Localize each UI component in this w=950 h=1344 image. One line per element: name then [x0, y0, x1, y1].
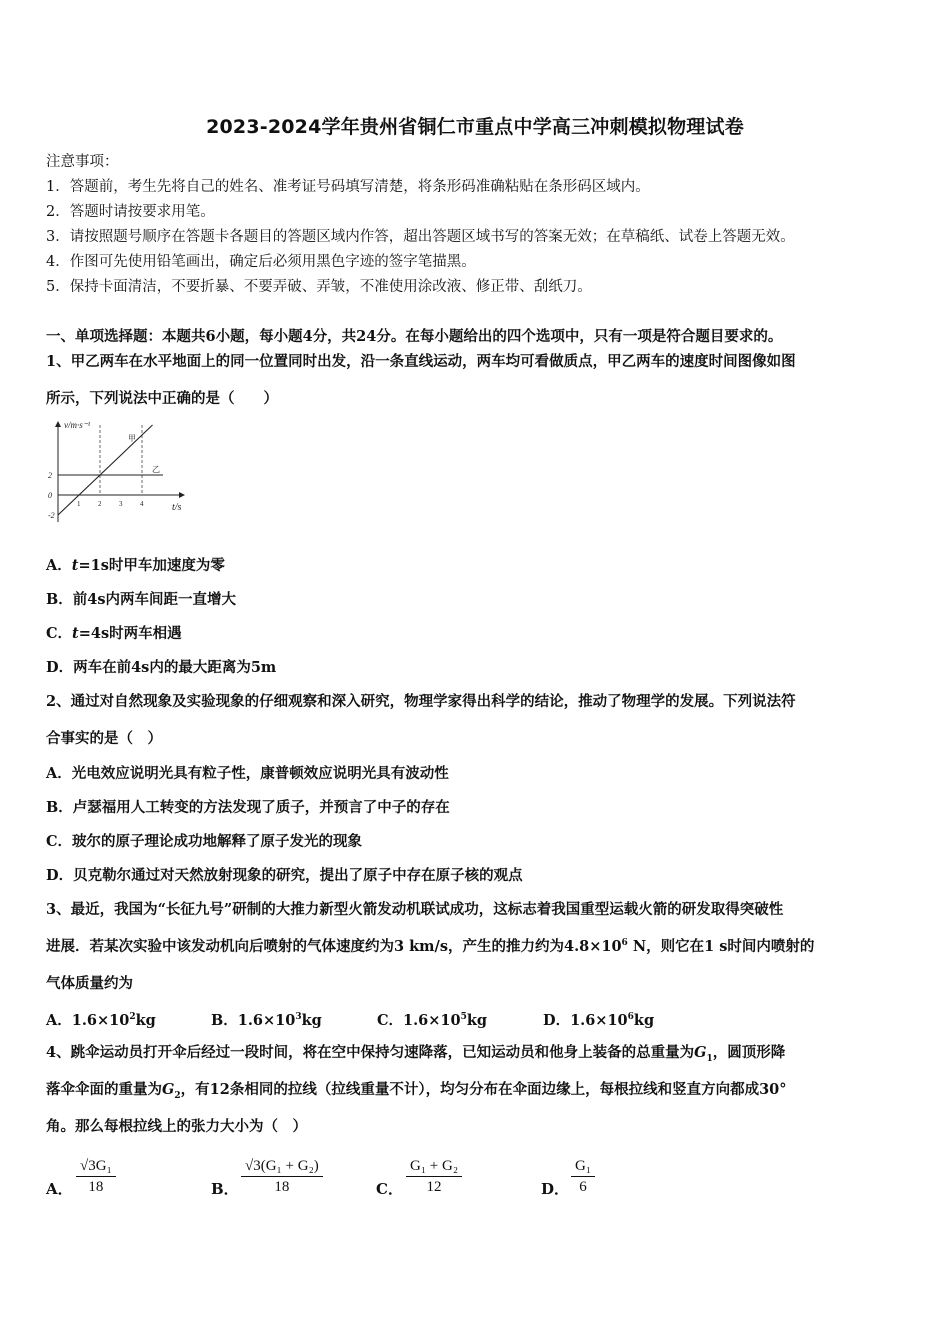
q3-options-row — [46, 1009, 654, 1030]
q3-option-b[interactable]: B．$1.6\times 10^3kg$ — [211, 1012, 322, 1029]
y-tick-label: 0 — [48, 491, 52, 500]
velocity-time-graph — [44, 418, 194, 528]
x-tick-label: 2 — [98, 500, 102, 508]
fraction-numerator: G₁ + G₂ — [406, 1156, 462, 1177]
q2-option-b[interactable]: B．卢瑟福用人工转变的方法发现了质子，并预言了中子的存在 — [46, 799, 450, 816]
question-4-stem: 角。那么每根拉线上的张力大小为（ ） — [46, 1118, 307, 1135]
question-4-stem: 落伞伞面的重量为$G_2$，有12条相同的拉线（拉线重量不计），均匀分布在伞面边缘上，每根拉线和竖直方向都成30° — [46, 1081, 787, 1101]
question-2-stem: 合事实的是（ ） — [46, 730, 162, 747]
series-label-jia: 甲 — [128, 434, 136, 443]
q4-option-d-label[interactable]: D． — [541, 1180, 570, 1198]
y-axis-label: v/m·s⁻¹ — [64, 420, 91, 430]
page-title: 2023-2024学年贵州省铜仁市重点中学高三冲刺模拟物理试卷 — [206, 116, 744, 138]
question-3-stem: 3、最近，我国为“长征九号”研制的大推力新型火箭发动机联试成功，这标志着我国重型运载火箭的研发取得突破性 — [46, 901, 784, 918]
q4-option-a-label[interactable]: A． — [46, 1180, 73, 1198]
q1-option-a[interactable]: A．t=1s时甲车加速度为零 — [46, 557, 225, 574]
q3-option-a[interactable]: A．$1.6\times 10^2kg$ — [46, 1012, 156, 1029]
notice-item: 5．保持卡面清洁，不要折暴、不要弄破、弄皱，不准使用涂改液、修正带、刮纸刀。 — [46, 279, 592, 295]
fraction-numerator: √3(G₁ + G₂) — [241, 1156, 323, 1177]
q2-option-d[interactable]: D．贝克勒尔通过对天然放射现象的研究，提出了原子中存在原子核的观点 — [46, 867, 523, 884]
q1-option-b[interactable]: B．前4s内两车间距一直增大 — [46, 591, 237, 608]
q1-option-d[interactable]: D．两车在前4s内的最大距离为5m — [46, 659, 277, 676]
x-tick-label: 4 — [140, 500, 144, 508]
series-label-yi: 乙 — [152, 465, 160, 474]
question-3-stem: 进展．若某次实验中该发动机向后喷射的气体速度约为3 km/s，产生的推力约为$4.8\times 10^6$ N，则它在1 s时间内喷射的 — [46, 938, 815, 955]
question-3-stem: 气体质量约为 — [46, 975, 133, 992]
notice-heading: 注意事项： — [46, 154, 119, 170]
q4-option-a-fraction[interactable] — [76, 1156, 116, 1197]
q2-option-a[interactable]: A．光电效应说明光具有粒子性，康普顿效应说明光具有波动性 — [46, 765, 449, 782]
fraction-denominator: 18 — [274, 1179, 290, 1195]
x-axis-label: t/s — [172, 502, 182, 513]
fraction-numerator: G₁ — [571, 1156, 595, 1177]
question-1-stem: 所示，下列说法中正确的是（ ） — [46, 390, 278, 407]
notice-item: 2．答题时请按要求用笔。 — [46, 204, 215, 220]
question-1-stem: 1、甲乙两车在水平地面上的同一位置同时出发，沿一条直线运动，两车均可看做质点，甲乙两车的速度时间图像如图 — [46, 353, 796, 370]
y-tick-label: 2 — [48, 471, 52, 480]
fraction-denominator: 12 — [426, 1179, 442, 1195]
q4-option-c-fraction[interactable] — [406, 1156, 462, 1197]
notice-item: 1．答题前，考生先将自己的姓名、准考证号码填写清楚，将条形码准确粘贴在条形码区域内。 — [46, 179, 650, 195]
question-4-stem: 4、跳伞运动员打开伞后经过一段时间，将在空中保持匀速降落，已知运动员和他身上装备的总重量为$G_1$，圆顶形降 — [46, 1044, 786, 1064]
q4-option-c-label[interactable]: C． — [376, 1180, 403, 1198]
fraction-denominator: 6 — [579, 1179, 587, 1195]
q3-option-d[interactable]: D．$1.6\times 10^6kg$ — [543, 1012, 655, 1029]
q4-option-b-label[interactable]: B． — [211, 1180, 239, 1198]
fraction-numerator: √3G₁ — [76, 1156, 116, 1177]
series-line-jia — [58, 425, 153, 515]
q4-option-b-fraction[interactable] — [241, 1156, 323, 1197]
question-2-stem: 2、通过对自然现象及实验现象的仔细观察和深入研究，物理学家得出科学的结论，推动了物理学的发展。下列说法符 — [46, 693, 796, 710]
q2-option-c[interactable]: C．玻尔的原子理论成功地解释了原子发光的现象 — [46, 833, 363, 850]
notice-item: 3．请按照题号顺序在答题卡各题目的答题区域内作答，超出答题区域书写的答案无效；在草稿纸、试卷上答题无效。 — [46, 229, 795, 245]
y-tick-label: -2 — [48, 511, 55, 520]
q3-option-c[interactable]: C．$1.6\times 10^5kg$ — [377, 1012, 488, 1029]
q4-option-d-fraction[interactable] — [571, 1156, 595, 1197]
q1-option-c[interactable]: C．t=4s时两车相遇 — [46, 625, 182, 642]
section-heading: 一、单项选择题：本题共6小题，每小题4分，共24分。在每小题给出的四个选项中，只有一项是符合题目要求的。 — [46, 328, 783, 345]
notice-item: 4．作图可先使用铅笔画出，确定后必须用黑色字迹的签字笔描黑。 — [46, 254, 476, 270]
x-tick-label: 1 — [77, 500, 81, 508]
x-tick-label: 3 — [119, 500, 123, 508]
fraction-denominator: 18 — [88, 1179, 104, 1195]
